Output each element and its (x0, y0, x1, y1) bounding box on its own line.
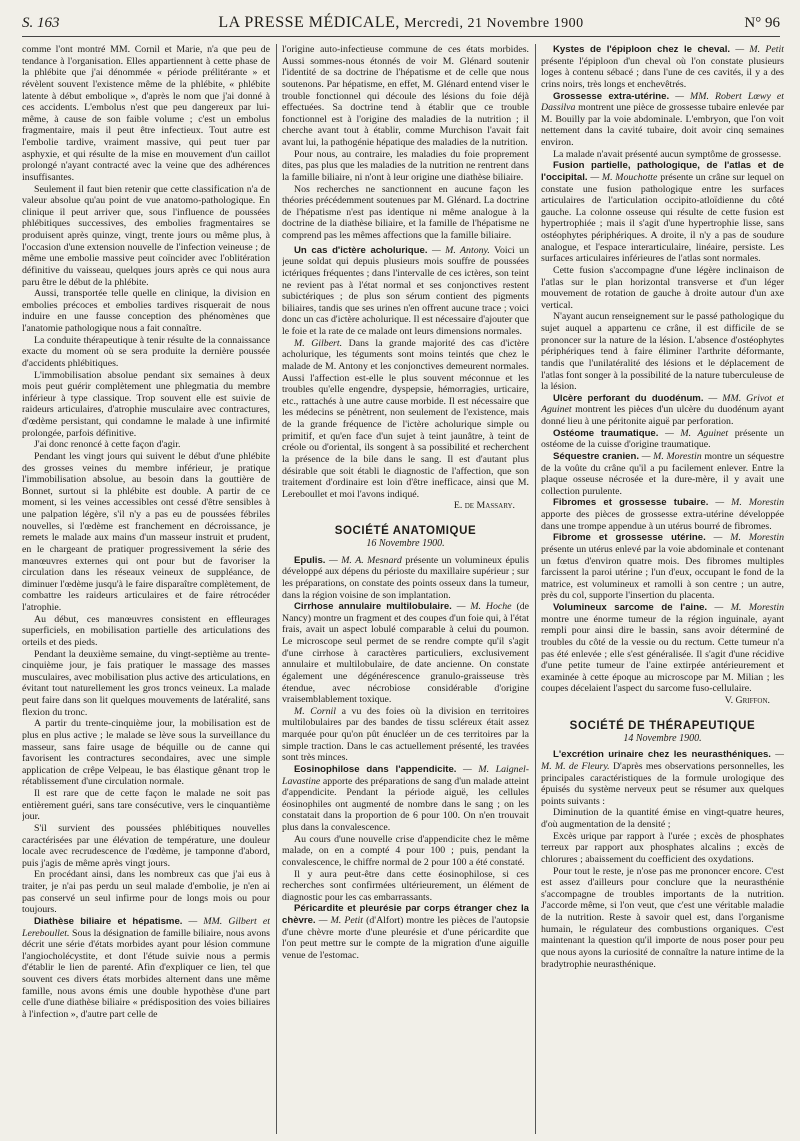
article-text: (d'Alfort) montre les pièces de l'autopsie d'une chèvre morte d'une pleurésie et d'une péricardite que l'on peut mettre sur le compte de la migration d'une aiguille venue de l'estomac. (282, 915, 529, 961)
article-text: présente un ostéome de la cuisse d'origine traumatique. (541, 427, 784, 451)
masthead (142, 14, 660, 32)
article-authors: — MM. Robert Lœwy et Dassilva (541, 90, 784, 114)
article (282, 764, 529, 834)
article (282, 601, 529, 706)
column-1 (22, 44, 270, 1134)
article-text: montre un séquestre de la voûte du crâne qu'il a pu facilement enlever. Entre la plaque osseuse nécrosée et la dure-mère, il y avait une collection purulente. (541, 450, 784, 497)
signature: E. de Massary. (453, 500, 515, 512)
article-authors: — M. Laignel-Lavastine (282, 763, 529, 787)
paragraph: Diminution de la quantité émise en vingt-quatre heures, d'où augmentation de la densité ; (541, 807, 784, 830)
paragraph: l'origine auto-infectieuse commune de ces états morbides. Aussi sommes-nous étonnés de voir M. Glénard soutenir l'identité de sa doctrine de l'hépatisme et de celle que nous soutenons. Par hépatisme, en effet, M. Glénard entend viser le trouble fonctionnel qui découle des lésions du foie déjà effectuées. Sa doctrine tend à établir que ce trouble fonctionnel est à l'origine des maladies de la nutrition ; il cherche avant tout à établir, comme Murchison l'avait fait avant lui, la pathogénie hépatique des maladies de la nutrition. (282, 44, 529, 148)
paragraph: comme l'ont montré MM. Cornil et Marie, n'a que peu de tendance à l'organisation. Elles appartiennent à cette phase de la phlébite que j'ai dénommée « période prélitérante » et révèlent souvent l'existence même de la phlébite, « phlébite latente à début embolique », d'après le nom que j'ai donné à ces accidents. L'embolus n'est que peu dangereux par lui-même, à cause de son faible volume ; c'est un embolus fragmentaire, mais il peut être infectieux. Tout autre est l'embolie tardive, vraiment massive, qui peut tuer par asphyxie, et qui résulte de la mise en mouvement d'un caillot prolongé n'ayant contracté avec la veine que des adhérences insuffisantes. (22, 44, 270, 183)
article-authors: M. Gilbert. (294, 337, 343, 349)
paragraph: Il y aura peut-être dans cette éosinophilose, si ces recherches sont confirmées ultérieurement, un élément de diagnostic pour les cas embarrassants. (282, 868, 529, 903)
article-title: Ulcère perforant du duodénum. (553, 392, 704, 404)
article-title: Fusion partielle, pathologique, de l'atlas et de l'occipital. (541, 160, 784, 183)
article-text: présente un utérus enlevé par la voie abdominale et contenant un fœtus d'environ quatre mois. Des fibromes multiples farcissent la paroi utérine ; l'un d'eux, occupant le fond de la matrice, est volumineux et ramolli à son centre ; un autre, près du col, supporte l'insertion du placenta. (541, 543, 784, 602)
article-text: D'après mes observations personnelles, les principales caractéristiques de la formule urologique des épuisés du système nerveux peut se résumer aux quelques points suivants : (541, 760, 784, 807)
column-divider (535, 44, 536, 1134)
article-text: apporte des préparations de sang d'un malade atteint d'appendicite. Pendant la période aiguë, les cellules éosinophiles ont augmenté de nombre dans le sang ; on les constatait dans la proportion de 6 pour 100. On n'en trouvait plus dans la convalescence. (282, 775, 529, 833)
journal-title: LA PRESSE MÉDICALE, (218, 14, 400, 31)
article (541, 497, 784, 532)
article-text: a vu des foies où la division en territoires multilobulaires par des bandes de tissu scléreux était assez marquée pour qu'on pût énucléer un de ces territoires par la simple traction. Dans le cas actuellement présenté, les travées sont très minces. (282, 705, 529, 764)
article (541, 428, 784, 451)
paragraph: S'il survient des poussées phlébitiques nouvelles caractérisées par une élévation de température, une douleur locale avec recrudescence de l'œdème, je tamponne d'abord, puis j'agis de même après vingt jours. (22, 822, 270, 869)
article-text: montre une énorme tumeur de la région inguinale, ayant rempli pour ainsi dire le bassin, sans avoir déterminé de troubles du côté de la vessie ou du rectum. Cette tumeur n'a pas été enlevée ; elle s'est généralisée. Il s'agit d'une récidive d'une petite tumeur de l'aine extirpée antérieurement et examinée à cette époque au microscope par M. Milian ; les coupes décelaient l'aspect du sarcome fuso-cellulaire. (541, 613, 784, 695)
article-authors: — M. Morestin (641, 450, 702, 462)
article-title: Péricardite et pleurésie par corps étranger chez la chèvre. (282, 903, 529, 926)
paragraph: L'immobilisation absolue pendant six semaines à deux mois peut guérir complètement une phlegmatia du membre inférieur à type classique. Trop souvent elle est suivie de raideurs articulaires, d'atrophie musculaire avec contractures, d'œdème persistant, qui condamne le malade à une infirmité prolongée, parfois définitive. (22, 369, 270, 439)
article-authors: — M. Morestin (714, 602, 784, 613)
article (541, 44, 784, 91)
paragraph: La conduite thérapeutique à tenir résulte de la connaissance exacte du moment où se sera produite la dernière poussée d'accidents phlébitiques. (22, 334, 270, 369)
article-text: présente un crâne sur lequel on constate une fusion pathologique entre les surfaces articulaires de l'articulation occipito-atloïdienne du côté gauche. La colonne osseuse qui résulte de cette fusion est hypertrophiée ; mais il s'agit d'une hypertrophie lisse, sans ostéophytes périphériques. A droite, il n'y a pas de soudure analogue, et l'espace interarticulaire, linéaire, persiste. Les surfaces articulaires inférieures de l'atlas sont normales. (541, 171, 784, 265)
article-authors: — M. Morestin (713, 532, 784, 544)
article-authors: — M. Petit (735, 44, 784, 55)
paragraph: Il est rare que de cette façon le malade ne soit pas entièrement guéri, sans tare consécutive, vers le cinquantième jour. (22, 788, 270, 823)
article-text: apporte des pièces de grossesse extra-utérine développée dans une trompe appendue à un utérus bourré de fibromes. (541, 509, 784, 532)
article-authors: — M. Aguinet (665, 427, 729, 439)
article-text: Voici un jeune soldat qui depuis plusieurs mois souffre de poussées ictériques fréquentes ; dans l'intervalle de ces ictères, son teint ne revient pas à l'état normal et ses conjonctives restent subictériques ; de plus son sérum contient des pigments biliaires, tandis que ses urines n'en offrent aucune trace ; voici donc un cas d'ictère acholurique. Il est nécessaire d'ajouter que le foie et la rate de ce malade ont leurs dimensions normales. (282, 244, 529, 337)
paragraph: N'ayant aucun renseignement sur le passé pathologique du sujet auquel a appartenu ce crâne, il est difficile de se prononcer sur la nature de la lésion. L'absence d'ostéophytes périphériques tend à faire éliminer l'arthrite déformante, tandis que l'unilatéralité des lésions et le déplacement de l'atlas font songer à la possibilité de la nature tuberculeuse de la lésion. (541, 311, 784, 393)
section-date: 14 Novembre 1900. (623, 732, 702, 744)
article-title: Epulis. (294, 554, 326, 566)
paragraph: Cette fusion s'accompagne d'une légère inclinaison de l'atlas sur le plan horizontal transverse et d'un léger mouvement de rotation de gauche à droite autour d'un axe vertical. (541, 264, 784, 311)
article (541, 749, 784, 807)
article (282, 555, 529, 602)
paragraph: Pendant la deuxième semaine, du vingt-septième au trente-cinquième jour, je fais pratiquer le massage des masses musculaires, avec mobilisation plus active des articulations, en évitant tout naturellement les gros troncs veineux. La malade peut faire dans son lit quelques mouvements de latéralité, sans flexion du tronc. (22, 648, 270, 718)
paragraph: A partir du trente-cinquième jour, la mobilisation est de plus en plus active ; le malade se lève sous la surveillance du masseur, sans faire usage de béquille ou de canne qui favorisent les contractures secondaires, avec une simple application de crêpe Velpeau, le bas élastique gênant trop le rétablissement d'une circulation normale. (22, 718, 270, 788)
page-number: S. 163 (22, 14, 60, 31)
issue-number: N° 96 (744, 14, 780, 31)
section-title: SOCIÉTÉ ANATOMIQUE (334, 525, 477, 537)
article-title: Eosinophilose dans l'appendicite. (294, 763, 457, 775)
article (541, 451, 784, 498)
article-title: Diathèse biliaire et hépatisme. (34, 915, 183, 927)
article-text: présente un volumineux épulis développé aux dépens du périoste du maxillaire supérieur ; sur les préparations, on constate des points osseux dans la tumeur, dans la région voisine de son implantation. (282, 554, 529, 601)
article-title: Fibrome et grossesse utérine. (553, 532, 706, 544)
article-authors: M. Cornil (294, 705, 336, 717)
article-authors: — M. Petit (318, 915, 363, 926)
article-title: Ostéome traumatique. (553, 427, 659, 439)
article-text: présente l'épiploon d'un cheval où l'on constate plusieurs loges à contenu sébacé ; dans l'une de ces cavités, il y a des crins noirs, très longs et enchevêtrés. (541, 55, 784, 90)
article-title: Cirrhose annulaire multilobulaire. (294, 601, 452, 613)
paragraph: Seulement il faut bien retenir que cette classification n'a de valeur absolue qu'au point de vue anatomo-pathologique. En clinique il peut arriver que, sous l'influence de poussées phlébitiques successives, des embolies fragmentaires se produisent après quinze, vingt, trente jours ou même plus, à l'occasion d'une extension nouvelle de l'infection veineuse ; de même une embolie massive peut coïncider avec l'oblitération définitive du vaisseau, quelques jours après ce qui nous aura paru être le début de la phlébite. (22, 183, 270, 288)
article (22, 916, 270, 1021)
paragraph: J'ai donc renoncé à cette façon d'agir. (34, 439, 181, 451)
article-authors: — M. Mouchotte (590, 171, 658, 183)
paragraph: Excès urique par rapport à l'urée ; excès de phosphates terreux par rapport aux phosphates alcalins ; excès de chlorures ; abaissement du coefficient des oxydations. (541, 830, 784, 865)
paragraph: Pour nous, au contraire, les maladies du foie proprement dites, pas plus que les maladies de la nutrition ne rentrent dans la famille biliaire, ni n'ont à leur origine une diathèse biliaire. (282, 148, 529, 183)
paragraph: Aussi, transportée telle quelle en clinique, la division en embolies précoces et embolies tardives risquerait de nous induire en une fausse conception des phénomènes que l'anatomie pathologique nous a fait connaître. (22, 288, 270, 334)
article (282, 706, 529, 764)
article (541, 393, 784, 428)
article-authors: — M. Hoche (456, 601, 512, 613)
article-title: Fibromes et grossesse tubaire. (553, 497, 709, 509)
page-header (22, 10, 780, 37)
article (282, 903, 529, 961)
article-title: Séquestre cranien. (553, 450, 640, 462)
article-title: Kystes de l'épiploon chez le cheval. (553, 44, 731, 55)
paragraph: Pendant les vingt jours qui suivent le début d'une phlébite des grosses veines du membre inférieur, je pratique l'immobilisation absolue, au besoin dans la gouttière de Bonnet, surtout si la phlébite est double. A partir de ce moment, si les veines accessibles ont cessé d'être sensibles à une palpation légère, s'il n'y a pas eu de poussées fébriles nouvelles, si l'œdème est franchement en décroissance, je remets le malade aux mains d'un masseur instruit et prudent, en le chargeant de pratiquer progressivement la série des manœuvres externes qui ont pour but de favoriser la circulation dans les réseaux veineux de suppléance, de diminuer l'œdème jusqu'à le faire disparaître complètement, de combattre les raideurs articulaires et de faire rétrocéder l'atrophie. (22, 450, 270, 613)
article-text: Sous la désignation de famille biliaire, nous avons décrit une série d'états morbides ayant pour lésion commune l'angiocholécystite, et dont l'étude suivie nous a permis d'établir le lien de parenté. Afin d'expliquer ce lien, tel que souvent ces divers états morbides alternent dans une même famille, nous avons émis une double hypothèse d'une part celle d'une diathèse biliaire « prédisposition des voies biliaires à l'infection », d'autre part celle de (22, 927, 270, 1020)
paragraph: La malade n'avait présenté aucun symptôme de grossesse. (553, 148, 782, 160)
article (541, 602, 784, 695)
section-date: 16 Novembre 1900. (366, 538, 445, 549)
article (282, 338, 529, 501)
article-title: Volumineux sarcome de l'aine. (553, 602, 708, 613)
article-text: Dans la grande majorité des cas d'ictère acholurique, les téguments sont moins teintés que chez le malade de M. Antony et les conjonctives demeurent normales. Aussi l'affection est-elle le plus souvent méconnue et les troubles qu'elle engendre, dyspepsie, hémorragies, urticaire, etc., rattachés à une autre cause morbide. Il est nécessaire que les médecins se pénètrent, non seulement de l'existence, mais de la grande fréquence de l'ictère acholurique simple ou primitif, et qu'en face d'un sujet à teint jaunâtre, à teint de créole ou d'oriental, ils songent à sa possibilité et recherchent la présence de la bile dans le sang. Il est d'autant plus désirable que soit établi le diagnostic de l'affection, que son traitement d'ordinaire est loin d'être inefficace, ainsi que M. Lereboullet et moi l'avons indiqué. (282, 337, 529, 500)
issue-date: Mercredi, 21 Novembre 1900 (404, 16, 584, 31)
article (541, 532, 784, 602)
paragraph: Au cours d'une nouvelle crise d'appendicite chez le même malade, on en a compté 4 pour 100 ; puis, pendant la convalescence, le chiffre normal de 2 pour 100 a été constaté. (282, 833, 529, 868)
paragraph: Nos recherches ne sanctionnent en aucune façon les théories précédemment soutenues par M. Glénard. La doctrine de l'hépatisme n'est pas identique ni même analogue à la doctrine de la diathèse biliaire, et la famille de l'hépatisme ne comprend pas les mêmes affections que la famille biliaire. (282, 183, 529, 241)
article-authors: — M. M. de Fleury. (541, 749, 784, 772)
article-title: Un cas d'ictère acholurique. (294, 244, 428, 256)
article-authors: — M. A. Mesnard (328, 554, 402, 566)
article-authors: — M. Morestin (715, 497, 784, 509)
paragraph: En procédant ainsi, dans les nombreux cas que j'ai eus à traiter, je n'ai pas perdu un seul malade d'embolie, je n'en ai pas conservé un seul infirme pour de longs mois ou pour toujours. (22, 869, 270, 916)
article-title: L'excrétion urinaire chez les neurasthéniques. (553, 749, 771, 761)
article-authors: — M. Antony. (431, 244, 490, 256)
article-authors: — MM. Grivot et Aguinet (541, 392, 784, 416)
paragraph: Pour tout le reste, je n'ose pas me prononcer encore. C'est est assez d'ailleurs pour conclure que la neurasthénie s'accompagne de troubles importants de la nutrition. J'accorde même, si l'on veut, que c'est une véritable maladie de la nutrition. Reste à savoir quel est, dans l'organisme humain, le régulateur des combustions organiques. C'est maintenant la question qu'il importe de nous poser pour peu que nous ayons la curiosité de connaître la nature intime de la bradytrophie neurasthénique. (541, 865, 784, 970)
article-authors: — MM. Gilbert et Lereboullet. (22, 915, 270, 939)
column-3 (541, 44, 784, 1134)
article-text: montrent les pièces d'un ulcère du duodénum ayant donné lieu à une péritonite aiguë par perforation. (541, 404, 784, 427)
section-title: SOCIÉTÉ DE THÉRAPEUTIQUE (569, 719, 756, 732)
article-text: montrent une pièce de grossesse tubaire enlevée par M. Bouilly par la voie abdominale. L'embryon, que l'on voit nettement dans la cavité tubaire, doit avoir cinq semaines environ. (541, 102, 784, 148)
article (541, 160, 784, 265)
article-title: Grossesse extra-utérine. (553, 90, 670, 102)
column-2 (282, 44, 529, 1134)
article-text: (de Nancy) montre un fragment et des coupes d'un foie qui, à l'état frais, avait un aspect lobulé comparable à celui du poumon. Le microscope seul permet de se rendre compte qu'il s'agit d'une cirrhose à caractères particuliers, exclusivement annulaire et multilobulaire, de date ancienne. On constate également une dégénérescence granulo-graisseuse très étendue, avec nécrobiose considérable d'origine vraisemblablement toxique. (282, 601, 529, 706)
article (282, 245, 529, 338)
signature: V. Griffon. (724, 695, 770, 706)
article (541, 91, 784, 149)
paragraph: Au début, ces manœuvres consistent en effleurages superficiels, en mobilisation partielle des articulations des orteils et des pieds. (22, 613, 270, 648)
column-divider (276, 44, 277, 1134)
